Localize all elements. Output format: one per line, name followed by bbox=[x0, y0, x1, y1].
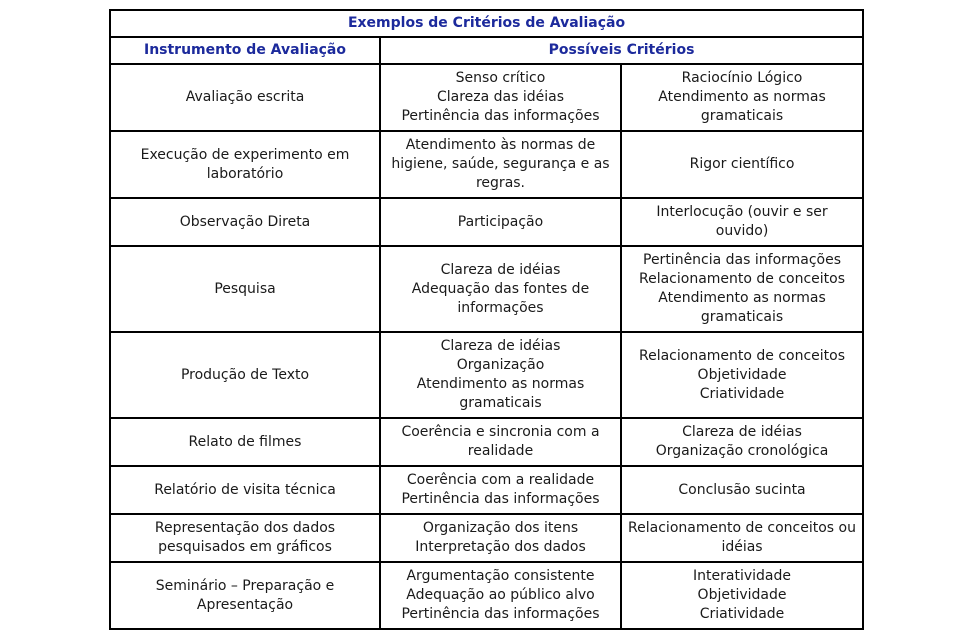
cell-line: Clareza das idéias bbox=[436, 89, 565, 105]
cell-line: Participação bbox=[457, 213, 544, 230]
cell-line: Pertinência das informações bbox=[401, 491, 600, 507]
criteria-a-cell bbox=[380, 418, 621, 466]
table-row bbox=[110, 562, 863, 629]
cell-line: Relato de filmes bbox=[188, 433, 302, 450]
instrument-cell bbox=[110, 418, 380, 466]
criteria-a-cell bbox=[380, 198, 621, 246]
cell-line: Senso crítico bbox=[455, 70, 546, 86]
cell-line: Interatividade bbox=[693, 568, 791, 584]
table-row bbox=[110, 514, 863, 562]
cell-line: Criatividade bbox=[699, 385, 785, 402]
criteria-a-cell bbox=[380, 466, 621, 514]
instrument-cell bbox=[110, 332, 380, 418]
criteria-b-cell bbox=[621, 64, 863, 131]
table-row bbox=[110, 418, 863, 466]
cell-line: Seminário – Preparação e Apresentação bbox=[155, 577, 335, 613]
cell-line: Pertinência das informações bbox=[401, 606, 600, 622]
criteria-b-cell bbox=[621, 246, 863, 332]
instrument-cell bbox=[110, 131, 380, 198]
cell-line: Coerência com a realidade bbox=[406, 472, 595, 488]
cell-line: Atendimento as normas gramaticais bbox=[658, 89, 826, 124]
title-row bbox=[110, 10, 863, 37]
table-body bbox=[110, 64, 863, 629]
cell-line: Execução de experimento em laboratório bbox=[140, 146, 350, 182]
table-title: Exemplos de Critérios de Avaliação bbox=[110, 10, 863, 37]
table-row bbox=[110, 466, 863, 514]
criteria-b-cell bbox=[621, 514, 863, 562]
instrument-header: Instrumento de Avaliação bbox=[110, 37, 380, 64]
cell-line: Argumentação consistente bbox=[406, 568, 595, 584]
criteria-b-cell bbox=[621, 562, 863, 629]
criteria-a-cell bbox=[380, 131, 621, 198]
cell-line: Criatividade bbox=[699, 606, 785, 622]
table-row bbox=[110, 64, 863, 131]
criteria-b-cell bbox=[621, 418, 863, 466]
criteria-a-cell bbox=[380, 246, 621, 332]
cell-line: Relacionamento de conceitos bbox=[638, 271, 846, 287]
criteria-a-cell bbox=[380, 562, 621, 629]
criteria-header: Possíveis Critérios bbox=[380, 37, 863, 64]
criteria-a-cell bbox=[380, 64, 621, 131]
instrument-cell bbox=[110, 466, 380, 514]
cell-line: Atendimento as normas gramaticais bbox=[416, 376, 585, 411]
cell-line: Atendimento às normas de higiene, saúde, segurança e as regras. bbox=[391, 137, 610, 191]
criteria-b-cell bbox=[621, 466, 863, 514]
cell-line: Conclusão sucinta bbox=[678, 481, 806, 498]
cell-line: Pertinência das informações bbox=[401, 108, 600, 124]
cell-line: Clareza de idéias bbox=[440, 338, 561, 354]
cell-line: Avaliação escrita bbox=[185, 89, 305, 105]
cell-line: Interpretação dos dados bbox=[415, 539, 586, 555]
criteria-a-cell bbox=[380, 514, 621, 562]
instrument-cell bbox=[110, 514, 380, 562]
cell-line: Observação Direta bbox=[179, 213, 311, 230]
cell-line: Relacionamento de conceitos ou idéias bbox=[628, 520, 856, 555]
instrument-cell bbox=[110, 246, 380, 332]
criteria-b-cell bbox=[621, 332, 863, 418]
cell-line: Adequação das fontes de informações bbox=[411, 280, 590, 316]
cell-line: Organização cronológica bbox=[655, 443, 829, 459]
criteria-a-cell bbox=[380, 332, 621, 418]
instrument-cell bbox=[110, 562, 380, 629]
instrument-cell bbox=[110, 198, 380, 246]
cell-line: Pertinência das informações bbox=[643, 252, 842, 268]
cell-line: Adequação ao público alvo bbox=[406, 587, 595, 603]
table-row bbox=[110, 198, 863, 246]
cell-line: Pesquisa bbox=[214, 280, 276, 297]
instrument-cell bbox=[110, 64, 380, 131]
cell-line: Organização dos itens bbox=[422, 520, 579, 536]
criteria-table bbox=[109, 9, 864, 630]
criteria-b-cell bbox=[621, 131, 863, 198]
cell-line: Produção de Texto bbox=[180, 366, 310, 383]
cell-line: Atendimento as normas gramaticais bbox=[658, 290, 826, 325]
cell-line: Organização bbox=[456, 357, 545, 373]
cell-line: Relatório de visita técnica bbox=[154, 481, 336, 498]
criteria-b-cell bbox=[621, 198, 863, 246]
cell-line: Clareza de idéias bbox=[440, 261, 561, 278]
table-row bbox=[110, 332, 863, 418]
cell-line: Relacionamento de conceitos bbox=[638, 347, 846, 364]
cell-line: Interlocução (ouvir e ser ouvido) bbox=[656, 204, 828, 239]
cell-line: Clareza de idéias bbox=[682, 424, 802, 440]
table-row bbox=[110, 131, 863, 198]
header-row bbox=[110, 37, 863, 64]
cell-line: Rigor científico bbox=[689, 156, 795, 172]
cell-line: Representação dos dados pesquisados em gráficos bbox=[154, 520, 336, 555]
cell-line: Coerência e sincronia com a realidade bbox=[401, 424, 600, 459]
cell-line: Objetividade bbox=[697, 366, 787, 383]
cell-line: Raciocínio Lógico bbox=[681, 70, 803, 86]
table-row bbox=[110, 246, 863, 332]
cell-line: Objetividade bbox=[697, 587, 787, 603]
